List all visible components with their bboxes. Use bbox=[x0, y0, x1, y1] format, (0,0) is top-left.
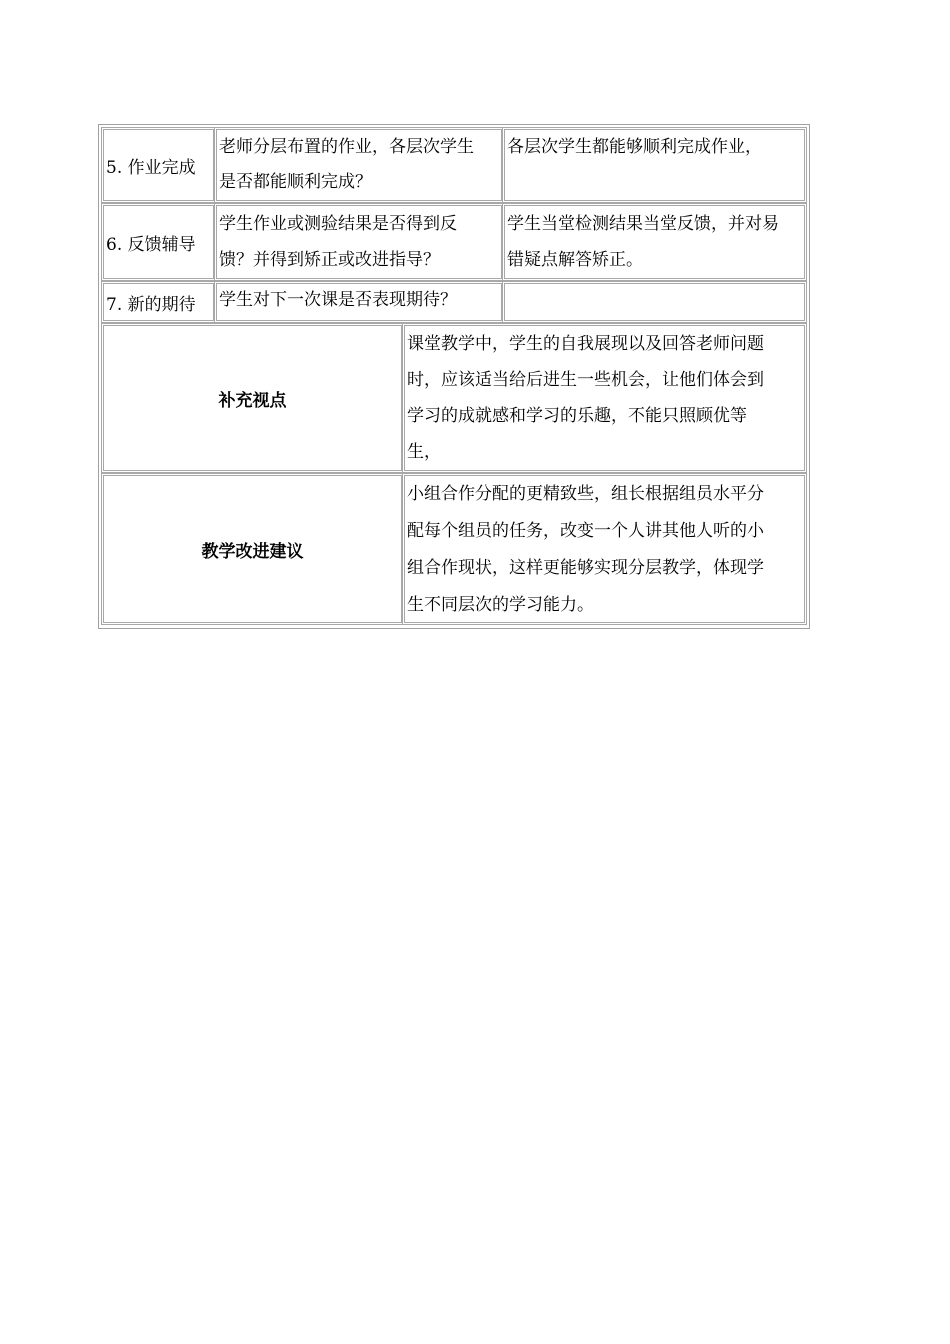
supplement-line: 学习的成就感和学习的乐趣，不能只照顾优等 bbox=[407, 406, 747, 426]
suggestion-content-cell bbox=[402, 473, 807, 625]
suggestion-line: 生不同层次的学习能力。 bbox=[407, 595, 594, 615]
row-label bbox=[101, 203, 216, 281]
suggestion-line: 配每个组员的任务，改变一个人讲其他人听的小 bbox=[407, 521, 764, 541]
question-line: 是否都能顺利完成？ bbox=[219, 172, 372, 192]
suggestion-line: 小组合作分配的更精致些，组长根据组员水平分 bbox=[407, 484, 764, 504]
suggestion-line: 组合作现状，这样更能够实现分层教学，体现学 bbox=[407, 558, 764, 578]
row-label bbox=[101, 127, 216, 203]
supplement-heading-cell bbox=[101, 323, 404, 473]
evaluation-table bbox=[98, 124, 810, 629]
observation-cell bbox=[502, 203, 807, 281]
question-line: 馈？并得到矫正或改进指导？ bbox=[219, 250, 440, 270]
supplement-line: 课堂教学中，学生的自我展现以及回答老师问题 bbox=[407, 334, 764, 354]
observation-line: 学生当堂检测结果当堂反馈，并对易 bbox=[507, 214, 779, 234]
observation-line: 错疑点解答矫正。 bbox=[507, 250, 643, 270]
question-line: 老师分层布置的作业，各层次学生 bbox=[219, 137, 474, 157]
question-cell bbox=[214, 281, 504, 323]
observation-cell-empty bbox=[502, 281, 807, 323]
supplement-content-cell bbox=[402, 323, 807, 473]
supplement-line: 生， bbox=[407, 442, 441, 462]
question-cell bbox=[214, 203, 504, 281]
supplement-line: 时，应该适当给后进生一些机会，让他们体会到 bbox=[407, 370, 764, 390]
observation-line: 各层次学生都能够顺利完成作业， bbox=[507, 137, 762, 157]
suggestion-heading: 教学改进建议 bbox=[201, 541, 304, 562]
row-label bbox=[101, 281, 216, 323]
question-line: 学生对下一次课是否表现期待？ bbox=[219, 290, 457, 310]
row-label-text: 7. 新的期待 bbox=[106, 294, 196, 315]
question-cell bbox=[214, 127, 504, 203]
row-label-text: 6. 反馈辅导 bbox=[106, 234, 196, 255]
question-line: 学生作业或测验结果是否得到反 bbox=[219, 214, 457, 234]
observation-cell bbox=[502, 127, 807, 203]
row-label-text: 5. 作业完成 bbox=[106, 157, 196, 178]
supplement-heading: 补充视点 bbox=[218, 390, 287, 411]
suggestion-heading-cell bbox=[101, 473, 404, 625]
